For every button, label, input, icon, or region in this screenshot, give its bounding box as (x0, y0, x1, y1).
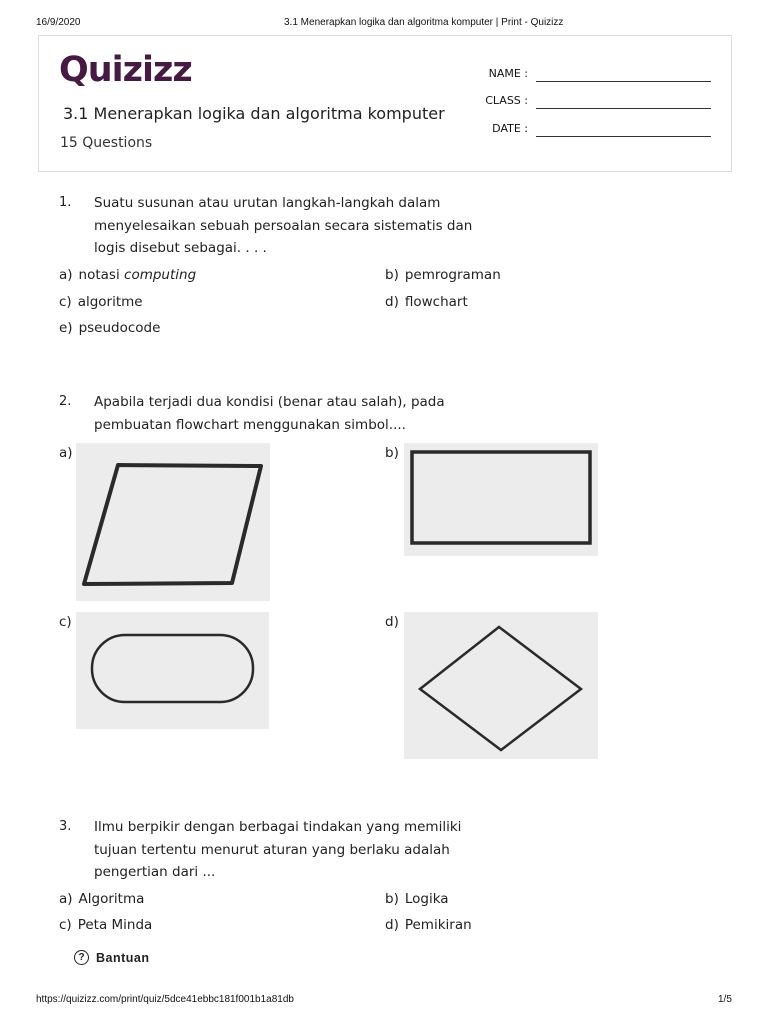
question-text (94, 391, 474, 436)
option-text: Pemikiran (404, 917, 472, 933)
question-line: pengertian dari ... (94, 864, 216, 880)
option-e (59, 320, 160, 336)
help-button[interactable] (74, 950, 150, 965)
name-line (536, 81, 711, 82)
option-letter: d) (385, 294, 399, 310)
option-letter: c) (59, 294, 72, 310)
option-text: Peta Minda (77, 917, 153, 933)
option-letter: e) (59, 320, 73, 336)
option-text-italic: computing (124, 267, 197, 283)
question-number: 3. (59, 819, 72, 834)
option-letter: d) (385, 917, 399, 933)
option-b (385, 267, 501, 283)
option-letter: a) (59, 891, 73, 907)
class-line (536, 108, 711, 109)
option-text: pemrograman (404, 267, 501, 283)
option-c (59, 917, 152, 933)
option-a (59, 891, 144, 907)
option-text: algoritme (77, 294, 143, 310)
rectangle-shape-image (404, 443, 598, 556)
option-text: pseudocode (78, 320, 161, 336)
quiz-title: 3.1 Menerapkan logika dan algoritma komputer (63, 104, 445, 123)
question-line: Ilmu berpikir dengan berbagai tindakan yang memiliki (94, 819, 462, 835)
option-letter-c: c) (59, 614, 72, 630)
option-text: notasi (78, 267, 125, 283)
option-text: Logika (404, 891, 449, 907)
quizizz-logo: Quizizz (59, 50, 192, 90)
date-label: DATE : (492, 122, 528, 135)
option-d (385, 294, 468, 310)
question-line: Suatu susunan atau urutan langkah-langkah dalam (94, 195, 441, 211)
option-text: flowchart (404, 294, 468, 310)
question-line: Apabila terjadi dua kondisi (benar atau salah), pada (94, 394, 445, 410)
option-c (59, 294, 143, 310)
question-text (94, 816, 474, 884)
rounded-terminal-shape-image (76, 612, 269, 729)
print-url: https://quizizz.com/print/quiz/5dce41ebbc181f001b1a81db (36, 994, 294, 1005)
rectangle-shape (404, 443, 598, 556)
diamond-shape-image (404, 612, 598, 759)
parallelogram-shape (76, 443, 270, 601)
option-d (385, 917, 472, 933)
question-number: 1. (59, 195, 72, 210)
parallelogram-shape-image (76, 443, 270, 601)
question-text (94, 192, 474, 260)
question-line: pembuatan flowchart menggunakan simbol.... (94, 416, 406, 433)
print-title: 3.1 Menerapkan logika dan algoritma komputer | Print - Quizizz (284, 17, 564, 28)
rounded-terminal-shape (76, 612, 269, 729)
option-letter: c) (59, 917, 72, 933)
option-a (59, 267, 196, 283)
question-line: menyelesaikan sebuah persoalan secara sistematis dan (94, 217, 473, 234)
question-number: 2. (59, 394, 72, 409)
class-label: CLASS : (485, 94, 528, 107)
option-letter: b) (385, 891, 399, 907)
quiz-header-card (38, 35, 732, 172)
option-letter: b) (385, 267, 399, 283)
question-line: tujuan tertentu menurut aturan yang berlaku adalah (94, 841, 450, 858)
date-line (536, 136, 711, 137)
question-count: 15 Questions (60, 135, 153, 151)
page-number: 1/5 (718, 994, 732, 1005)
question-circle-icon: ? (74, 950, 89, 965)
option-text: Algoritma (78, 891, 145, 907)
option-b (385, 891, 449, 907)
option-letter-a: a) (59, 445, 73, 461)
name-label: NAME : (488, 67, 528, 80)
option-letter-d: d) (385, 614, 399, 630)
option-letter: a) (59, 267, 73, 283)
help-label: Bantuan (96, 950, 150, 965)
option-letter-b: b) (385, 445, 399, 461)
print-date: 16/9/2020 (36, 17, 81, 28)
diamond-shape (404, 612, 598, 759)
question-line: logis disebut sebagai. . . . (94, 240, 267, 256)
